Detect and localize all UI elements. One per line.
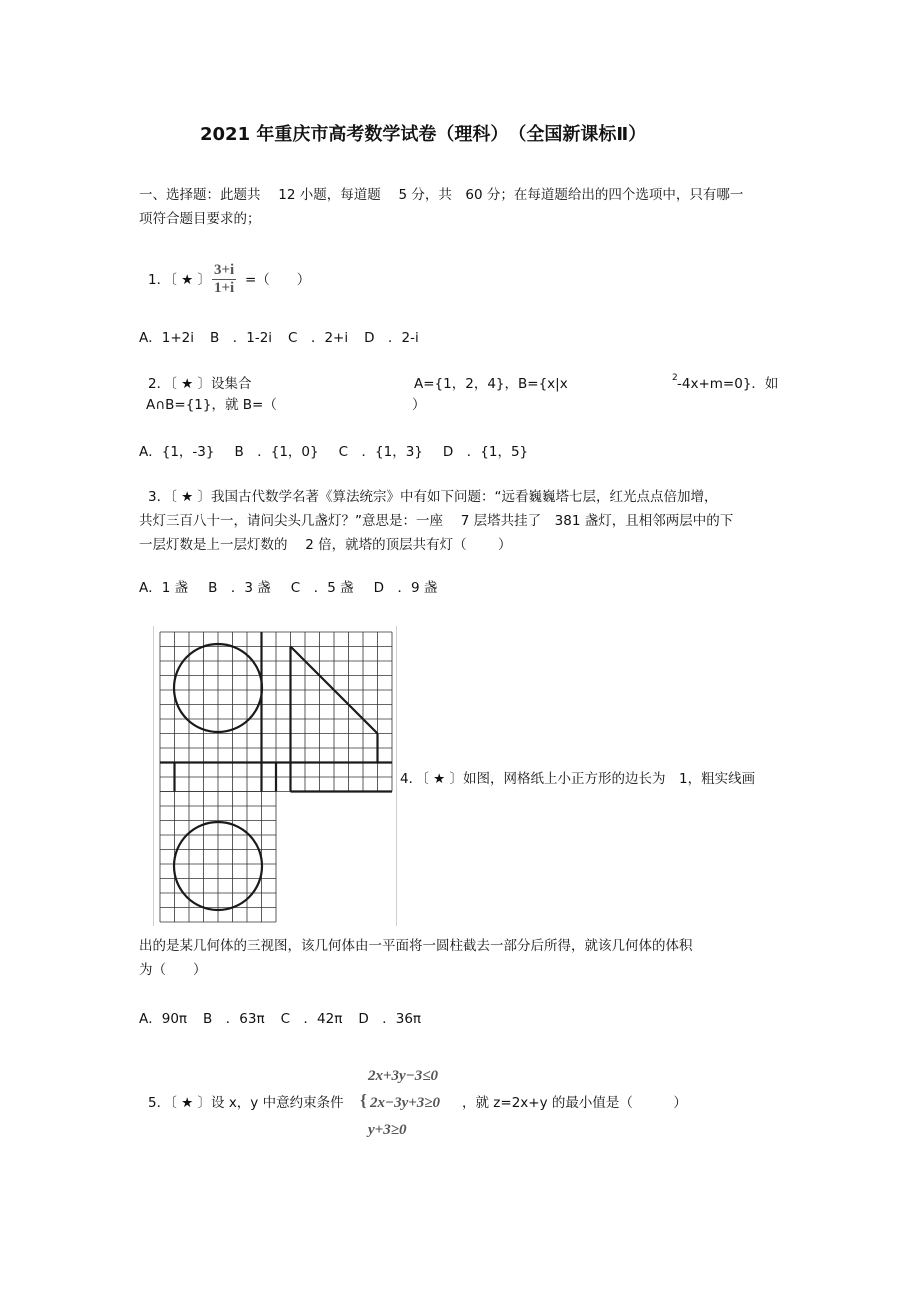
q4-option-d: D ．36π: [358, 1011, 422, 1027]
q1-option-a: A．1+2i: [139, 330, 194, 346]
q1-options: [139, 330, 435, 347]
q4-option-b: B ．63π: [203, 1011, 265, 1027]
q4-options: [139, 1011, 437, 1028]
q4-line1: 4．〔 ★ 〕如图，网格纸上小正方形的边长为 1，粗实线画: [400, 771, 756, 787]
section-intro-line1: 一、选择题：此题共 12 小题，每道题 5 分，共 60 分；在每道题给出的四个选项中，只有哪一: [139, 187, 744, 203]
q2-option-b: B ．{1，0}: [234, 444, 319, 460]
q1-option-d: D ．2-i: [364, 330, 419, 346]
q2-line2: A∩B={1}，就 B=（: [146, 397, 277, 413]
q2-set-definition: A={1，2，4}，B={x|x: [414, 376, 568, 392]
three-view-grid-figure: [153, 626, 397, 926]
q2-option-d: D ．{1，5}: [442, 444, 529, 460]
q4-option-c: C ．42π: [280, 1011, 343, 1027]
q1-fraction: [212, 262, 236, 297]
q3-option-a: A．1 盏: [139, 580, 189, 596]
q1-fraction-denominator: 1+i: [214, 280, 235, 296]
q3-line2: 共灯三百八十一，请问尖头几盏灯？”意思是：一座 7 层塔共挂了 381 盏灯，且相邻两层中的下: [139, 513, 734, 529]
q2-exponent: 2: [672, 373, 678, 383]
q4-line3: 为（ ）: [139, 962, 207, 978]
q2-options: [139, 444, 548, 461]
q4-option-a: A．90π: [139, 1011, 188, 1027]
q3-option-d: D ．9 盏: [373, 580, 438, 596]
q2-label: 2．〔 ★ 〕设集合: [148, 376, 252, 392]
q2-option-a: A．{1，-3}: [139, 444, 215, 460]
q3-line1: 3．〔 ★ 〕我国古代数学名著《算法统宗》中有如下问题：“远看巍巍塔七层，红光点点倍加增，: [148, 489, 718, 505]
q1-answer-blank: =（ ）: [245, 272, 311, 288]
q5-constraint-1: 2x+3y−3≤0: [368, 1068, 439, 1084]
q2-line2-close: ）: [412, 397, 426, 413]
section-intro-line2: 项符合题目要求的；: [139, 211, 261, 227]
q5-tail: ，就 z=2x+y 的最小值是（ ）: [462, 1095, 687, 1111]
q3-options: [139, 580, 457, 597]
q3-option-b: B ．3 盏: [208, 580, 271, 596]
q3-option-c: C ．5 盏: [290, 580, 354, 596]
exam-title: 2021 年重庆市高考数学试卷（理科） （全国新课标Ⅱ）: [200, 124, 647, 145]
q1-label: 1．〔 ★ 〕: [148, 272, 212, 288]
q5-label: 5．〔 ★ 〕设 x，y 中意约束条件: [148, 1095, 344, 1111]
q1-option-b: B ．1-2i: [209, 330, 273, 346]
q5-constraint-3: y+3≥0: [368, 1122, 407, 1138]
q2-option-c: C ．{1，3}: [338, 444, 423, 460]
q1-option-c: C ．2+i: [288, 330, 349, 346]
q3-line3: 一层灯数是上一层灯数的 2 倍，就塔的顶层共有灯（ ）: [139, 537, 512, 553]
q2-set-tail: -4x+m=0}．如: [677, 376, 779, 392]
q4-line2: 出的是某几何体的三视图，该几何体由一平面将一圆柱截去一部分后所得，就该几何体的体积: [139, 938, 693, 954]
q1-fraction-numerator: 3+i: [214, 262, 235, 278]
q5-constraint-2: 2x−3y+3≥0: [370, 1095, 441, 1111]
q5-brace: {: [360, 1091, 367, 1110]
